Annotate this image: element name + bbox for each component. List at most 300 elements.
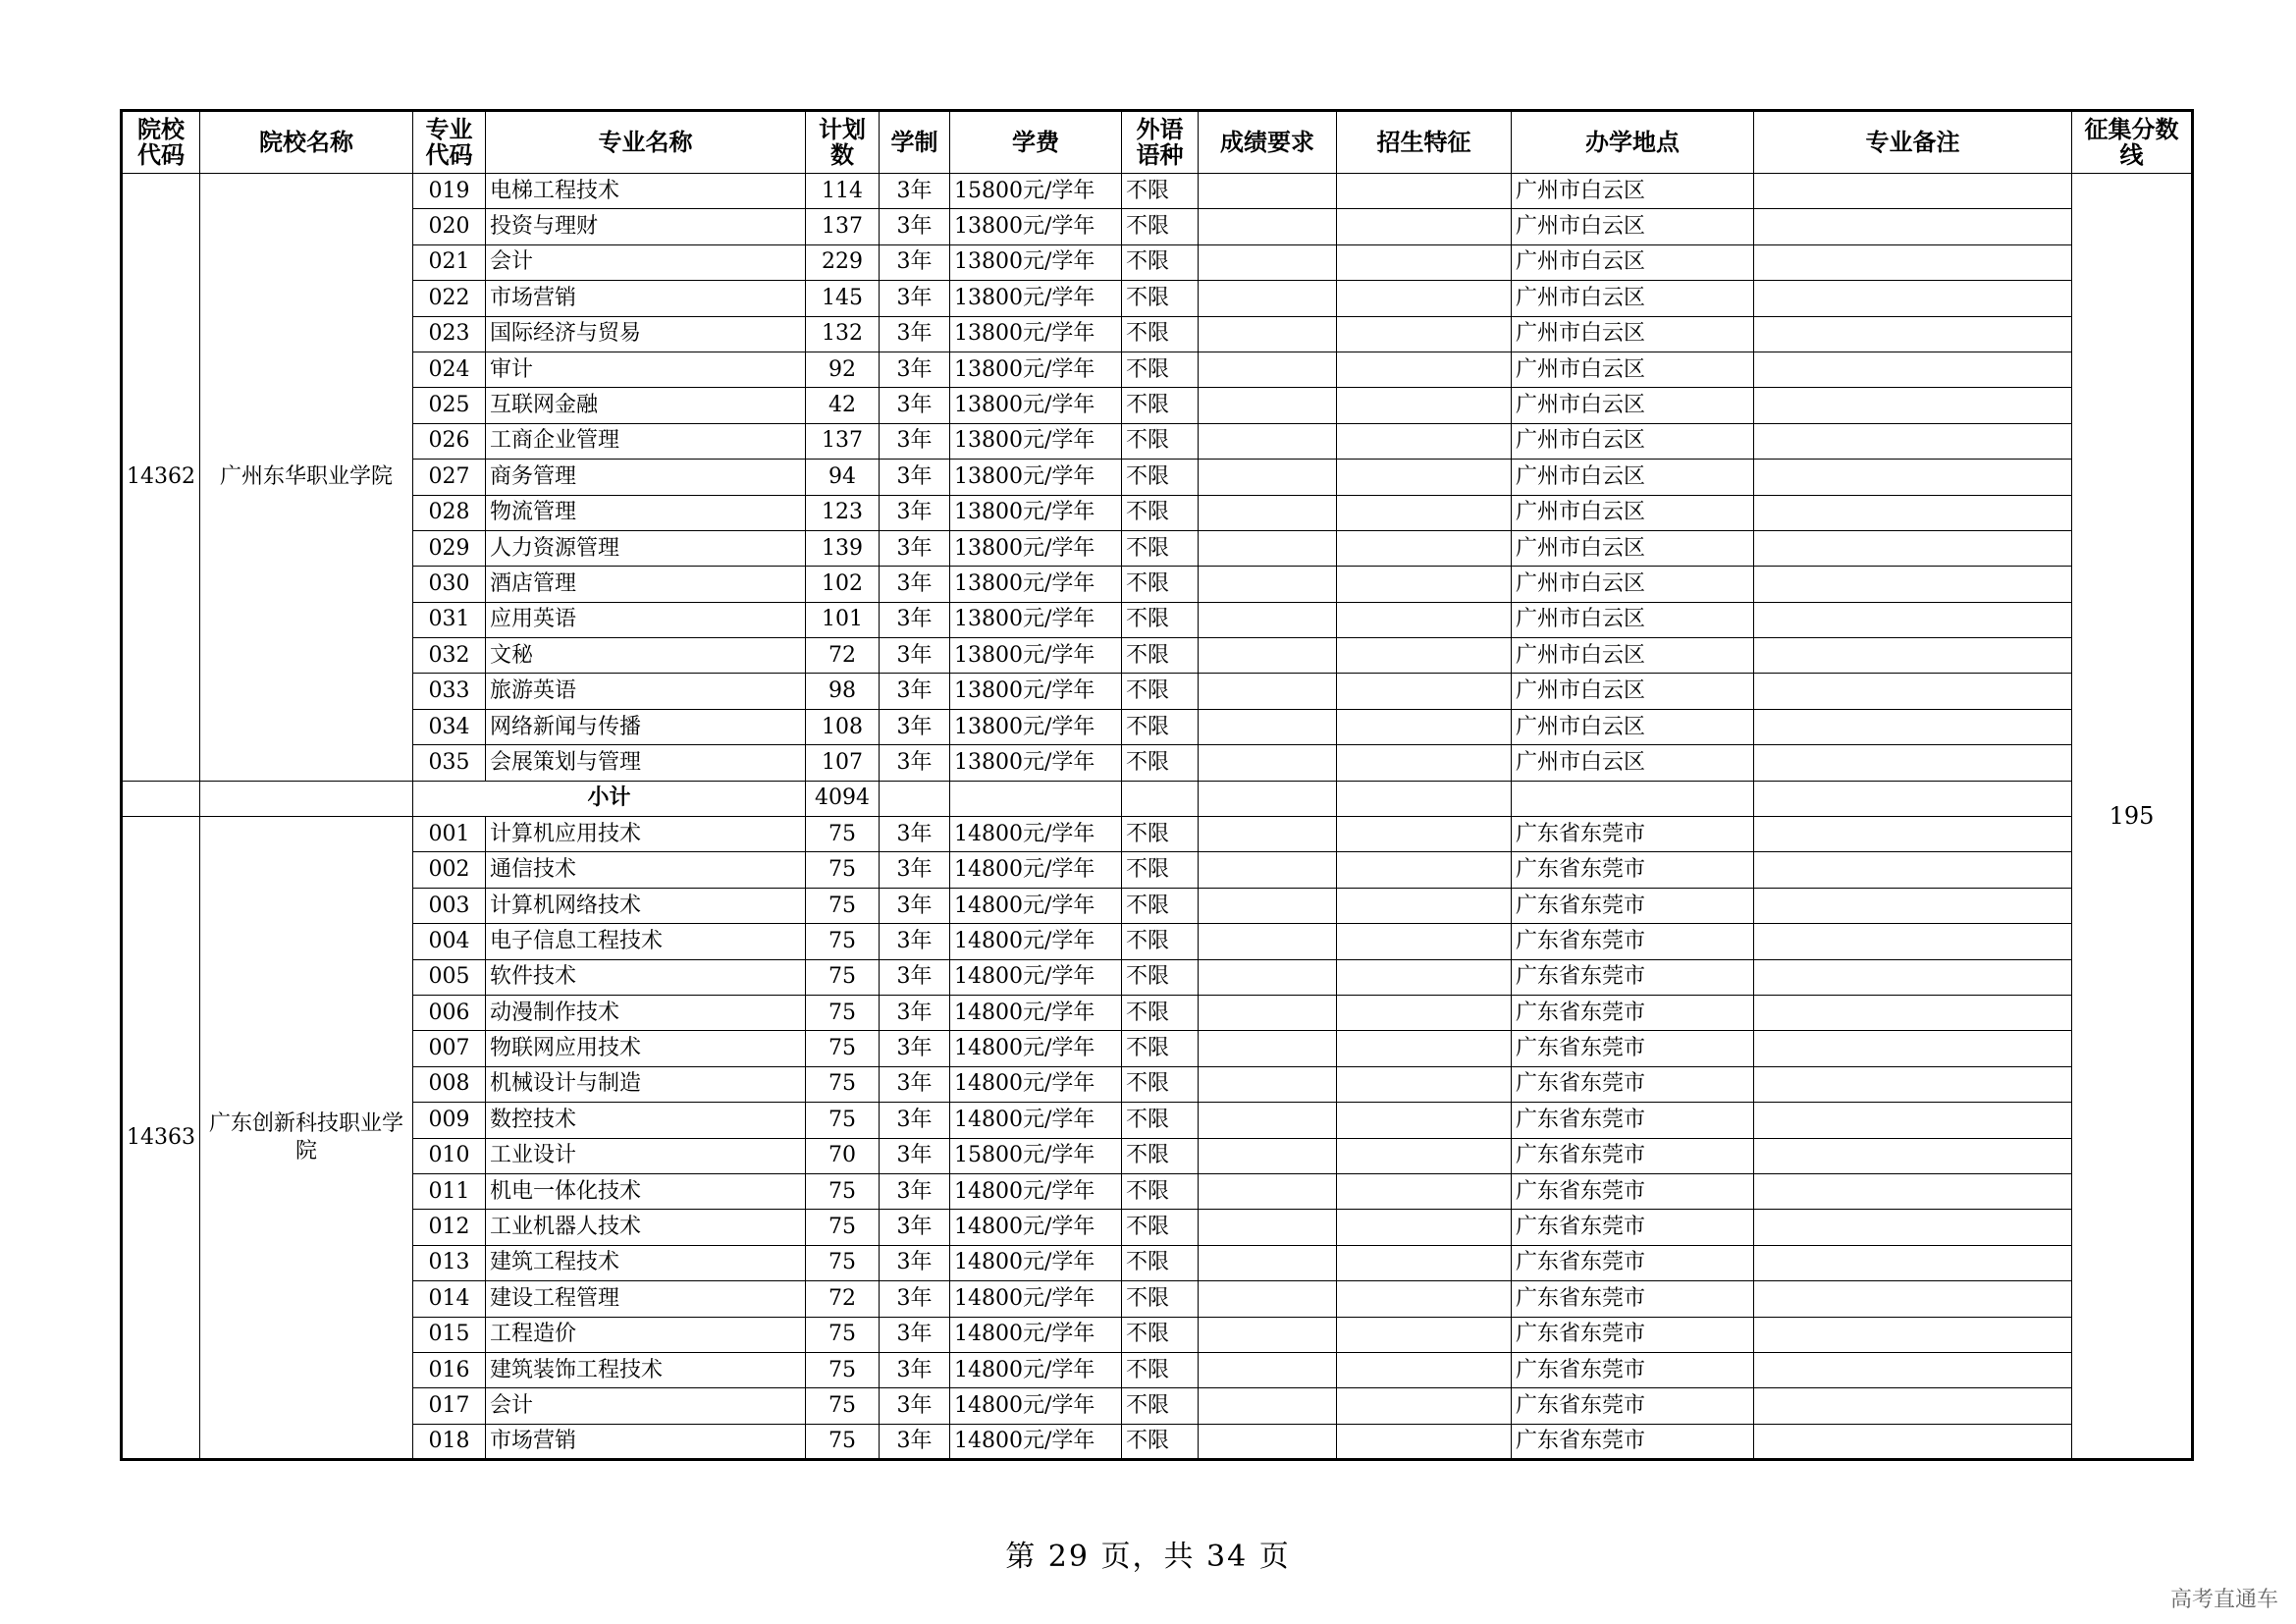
table-row bbox=[122, 1352, 2193, 1387]
language: 不限 bbox=[1122, 709, 1199, 744]
location: 广州市白云区 bbox=[1512, 209, 1754, 244]
language: 不限 bbox=[1122, 281, 1199, 316]
duration: 3年 bbox=[880, 423, 950, 459]
location: 广州市白云区 bbox=[1512, 567, 1754, 602]
table-row bbox=[122, 995, 2193, 1030]
location: 广东省东莞市 bbox=[1512, 1245, 1754, 1280]
major-name: 网络新闻与传播 bbox=[486, 709, 806, 744]
tuition: 14800元/学年 bbox=[950, 995, 1122, 1030]
major-name: 数控技术 bbox=[486, 1103, 806, 1138]
table-row bbox=[122, 209, 2193, 244]
plan-count: 75 bbox=[806, 1388, 880, 1424]
remarks bbox=[1754, 460, 2072, 495]
major-code: 034 bbox=[413, 709, 486, 744]
language: 不限 bbox=[1122, 423, 1199, 459]
tuition: 13800元/学年 bbox=[950, 423, 1122, 459]
major-code: 028 bbox=[413, 495, 486, 530]
table-row bbox=[122, 352, 2193, 387]
major-name: 电子信息工程技术 bbox=[486, 924, 806, 959]
features bbox=[1337, 1281, 1512, 1317]
plan-count: 75 bbox=[806, 1103, 880, 1138]
major-name: 会计 bbox=[486, 244, 806, 280]
remarks bbox=[1754, 1210, 2072, 1245]
language: 不限 bbox=[1122, 888, 1199, 923]
plan-count: 132 bbox=[806, 316, 880, 352]
score-requirement bbox=[1199, 1245, 1337, 1280]
table-row bbox=[122, 1173, 2193, 1209]
header-location: 办学地点 bbox=[1512, 111, 1754, 174]
major-code: 010 bbox=[413, 1138, 486, 1173]
major-code: 015 bbox=[413, 1317, 486, 1352]
table-row bbox=[122, 745, 2193, 781]
language: 不限 bbox=[1122, 638, 1199, 674]
tuition: 13800元/学年 bbox=[950, 745, 1122, 781]
remarks bbox=[1754, 423, 2072, 459]
tuition: 14800元/学年 bbox=[950, 924, 1122, 959]
tuition: 14800元/学年 bbox=[950, 959, 1122, 995]
major-name: 互联网金融 bbox=[486, 388, 806, 423]
major-name: 投资与理财 bbox=[486, 209, 806, 244]
plan-count: 108 bbox=[806, 709, 880, 744]
tuition: 14800元/学年 bbox=[950, 1245, 1122, 1280]
features bbox=[1337, 888, 1512, 923]
tuition: 13800元/学年 bbox=[950, 709, 1122, 744]
remarks bbox=[1754, 1424, 2072, 1459]
table-row bbox=[122, 316, 2193, 352]
tuition: 13800元/学年 bbox=[950, 602, 1122, 637]
location: 广州市白云区 bbox=[1512, 745, 1754, 781]
features bbox=[1337, 745, 1512, 781]
score-requirement bbox=[1199, 281, 1337, 316]
language: 不限 bbox=[1122, 316, 1199, 352]
remarks bbox=[1754, 1281, 2072, 1317]
location: 广州市白云区 bbox=[1512, 602, 1754, 637]
location: 广东省东莞市 bbox=[1512, 1352, 1754, 1387]
table-row bbox=[122, 495, 2193, 530]
major-code: 014 bbox=[413, 1281, 486, 1317]
major-code: 018 bbox=[413, 1424, 486, 1459]
major-code: 006 bbox=[413, 995, 486, 1030]
remarks bbox=[1754, 1317, 2072, 1352]
score-requirement bbox=[1199, 888, 1337, 923]
table-row bbox=[122, 959, 2193, 995]
remarks bbox=[1754, 316, 2072, 352]
features bbox=[1337, 423, 1512, 459]
tuition: 13800元/学年 bbox=[950, 567, 1122, 602]
duration: 3年 bbox=[880, 1424, 950, 1459]
language: 不限 bbox=[1122, 244, 1199, 280]
score-requirement bbox=[1199, 1388, 1337, 1424]
location: 广东省东莞市 bbox=[1512, 817, 1754, 852]
plan-count: 75 bbox=[806, 1424, 880, 1459]
score-requirement bbox=[1199, 1066, 1337, 1102]
major-code: 030 bbox=[413, 567, 486, 602]
header-school-name: 院校名称 bbox=[200, 111, 413, 174]
major-code: 021 bbox=[413, 244, 486, 280]
major-name: 工程造价 bbox=[486, 1317, 806, 1352]
language: 不限 bbox=[1122, 1173, 1199, 1209]
language: 不限 bbox=[1122, 674, 1199, 709]
features bbox=[1337, 852, 1512, 888]
score-requirement bbox=[1199, 316, 1337, 352]
location: 广东省东莞市 bbox=[1512, 1066, 1754, 1102]
location: 广东省东莞市 bbox=[1512, 1388, 1754, 1424]
table-row bbox=[122, 1066, 2193, 1102]
language: 不限 bbox=[1122, 495, 1199, 530]
score-requirement bbox=[1199, 1138, 1337, 1173]
remarks bbox=[1754, 209, 2072, 244]
score-requirement bbox=[1199, 174, 1337, 209]
subtotal-blank bbox=[880, 781, 950, 816]
subtotal-value: 4094 bbox=[806, 781, 880, 816]
major-name: 工商企业管理 bbox=[486, 423, 806, 459]
plan-count: 75 bbox=[806, 1317, 880, 1352]
location: 广东省东莞市 bbox=[1512, 1281, 1754, 1317]
remarks bbox=[1754, 530, 2072, 566]
remarks bbox=[1754, 1031, 2072, 1066]
features bbox=[1337, 1031, 1512, 1066]
cutoff-score: 195 bbox=[2072, 174, 2193, 1460]
features bbox=[1337, 495, 1512, 530]
major-code: 024 bbox=[413, 352, 486, 387]
table-row bbox=[122, 674, 2193, 709]
table-row bbox=[122, 174, 2193, 209]
score-requirement bbox=[1199, 709, 1337, 744]
major-code: 025 bbox=[413, 388, 486, 423]
score-requirement bbox=[1199, 1424, 1337, 1459]
duration: 3年 bbox=[880, 638, 950, 674]
plan-count: 75 bbox=[806, 817, 880, 852]
tuition: 13800元/学年 bbox=[950, 388, 1122, 423]
major-name: 商务管理 bbox=[486, 460, 806, 495]
major-name: 建设工程管理 bbox=[486, 1281, 806, 1317]
language: 不限 bbox=[1122, 1424, 1199, 1459]
major-code: 019 bbox=[413, 174, 486, 209]
remarks bbox=[1754, 1138, 2072, 1173]
tuition: 14800元/学年 bbox=[950, 1210, 1122, 1245]
language: 不限 bbox=[1122, 1210, 1199, 1245]
table-row bbox=[122, 1424, 2193, 1459]
plan-count: 70 bbox=[806, 1138, 880, 1173]
plan-count: 102 bbox=[806, 567, 880, 602]
features bbox=[1337, 709, 1512, 744]
location: 广州市白云区 bbox=[1512, 352, 1754, 387]
header-plan: 计划数 bbox=[806, 111, 880, 174]
tuition: 13800元/学年 bbox=[950, 281, 1122, 316]
duration: 3年 bbox=[880, 1031, 950, 1066]
features bbox=[1337, 924, 1512, 959]
subtotal-blank bbox=[122, 781, 200, 816]
features bbox=[1337, 316, 1512, 352]
major-name: 工业机器人技术 bbox=[486, 1210, 806, 1245]
score-requirement bbox=[1199, 1031, 1337, 1066]
major-name: 建筑装饰工程技术 bbox=[486, 1352, 806, 1387]
language: 不限 bbox=[1122, 460, 1199, 495]
location: 广州市白云区 bbox=[1512, 638, 1754, 674]
major-name: 应用英语 bbox=[486, 602, 806, 637]
tuition: 14800元/学年 bbox=[950, 1352, 1122, 1387]
major-name: 物流管理 bbox=[486, 495, 806, 530]
tuition: 14800元/学年 bbox=[950, 1031, 1122, 1066]
duration: 3年 bbox=[880, 281, 950, 316]
table-row bbox=[122, 638, 2193, 674]
location: 广东省东莞市 bbox=[1512, 1173, 1754, 1209]
remarks bbox=[1754, 388, 2072, 423]
major-name: 物联网应用技术 bbox=[486, 1031, 806, 1066]
header-major-code: 专业代码 bbox=[413, 111, 486, 174]
score-requirement bbox=[1199, 495, 1337, 530]
score-requirement bbox=[1199, 924, 1337, 959]
duration: 3年 bbox=[880, 1281, 950, 1317]
location: 广州市白云区 bbox=[1512, 423, 1754, 459]
location: 广州市白云区 bbox=[1512, 530, 1754, 566]
major-name: 酒店管理 bbox=[486, 567, 806, 602]
location: 广东省东莞市 bbox=[1512, 995, 1754, 1030]
features bbox=[1337, 817, 1512, 852]
major-code: 011 bbox=[413, 1173, 486, 1209]
major-name: 通信技术 bbox=[486, 852, 806, 888]
major-name: 建筑工程技术 bbox=[486, 1245, 806, 1280]
duration: 3年 bbox=[880, 602, 950, 637]
location: 广东省东莞市 bbox=[1512, 888, 1754, 923]
features bbox=[1337, 460, 1512, 495]
features bbox=[1337, 638, 1512, 674]
plan-count: 72 bbox=[806, 1281, 880, 1317]
table-row bbox=[122, 1245, 2193, 1280]
major-name: 动漫制作技术 bbox=[486, 995, 806, 1030]
plan-count: 75 bbox=[806, 1210, 880, 1245]
remarks bbox=[1754, 888, 2072, 923]
location: 广州市白云区 bbox=[1512, 388, 1754, 423]
language: 不限 bbox=[1122, 567, 1199, 602]
tuition: 14800元/学年 bbox=[950, 1066, 1122, 1102]
location: 广东省东莞市 bbox=[1512, 1138, 1754, 1173]
score-requirement bbox=[1199, 995, 1337, 1030]
features bbox=[1337, 530, 1512, 566]
features bbox=[1337, 1210, 1512, 1245]
watermark: 高考直通车 bbox=[2169, 1588, 2278, 1612]
remarks bbox=[1754, 959, 2072, 995]
duration: 3年 bbox=[880, 1388, 950, 1424]
remarks bbox=[1754, 1066, 2072, 1102]
table-row bbox=[122, 244, 2193, 280]
score-requirement bbox=[1199, 852, 1337, 888]
plan-count: 72 bbox=[806, 638, 880, 674]
tuition: 13800元/学年 bbox=[950, 495, 1122, 530]
plan-count: 229 bbox=[806, 244, 880, 280]
major-name: 计算机网络技术 bbox=[486, 888, 806, 923]
tuition: 14800元/学年 bbox=[950, 888, 1122, 923]
major-code: 022 bbox=[413, 281, 486, 316]
table-row bbox=[122, 1210, 2193, 1245]
major-code: 007 bbox=[413, 1031, 486, 1066]
plan-count: 145 bbox=[806, 281, 880, 316]
plan-count: 75 bbox=[806, 995, 880, 1030]
language: 不限 bbox=[1122, 530, 1199, 566]
remarks bbox=[1754, 817, 2072, 852]
language: 不限 bbox=[1122, 1281, 1199, 1317]
duration: 3年 bbox=[880, 460, 950, 495]
score-requirement bbox=[1199, 1281, 1337, 1317]
language: 不限 bbox=[1122, 352, 1199, 387]
plan-count: 98 bbox=[806, 674, 880, 709]
major-code: 035 bbox=[413, 745, 486, 781]
features bbox=[1337, 388, 1512, 423]
subtotal-blank bbox=[1122, 781, 1199, 816]
features bbox=[1337, 1138, 1512, 1173]
features bbox=[1337, 674, 1512, 709]
plan-count: 75 bbox=[806, 924, 880, 959]
remarks bbox=[1754, 852, 2072, 888]
score-requirement bbox=[1199, 1352, 1337, 1387]
plan-count: 75 bbox=[806, 959, 880, 995]
remarks bbox=[1754, 995, 2072, 1030]
plan-count: 75 bbox=[806, 852, 880, 888]
remarks bbox=[1754, 352, 2072, 387]
duration: 3年 bbox=[880, 1173, 950, 1209]
duration: 3年 bbox=[880, 674, 950, 709]
tuition: 14800元/学年 bbox=[950, 1317, 1122, 1352]
duration: 3年 bbox=[880, 745, 950, 781]
score-requirement bbox=[1199, 959, 1337, 995]
tuition: 14800元/学年 bbox=[950, 1388, 1122, 1424]
score-requirement bbox=[1199, 745, 1337, 781]
score-requirement bbox=[1199, 638, 1337, 674]
duration: 3年 bbox=[880, 1317, 950, 1352]
tuition: 14800元/学年 bbox=[950, 817, 1122, 852]
major-name: 会展策划与管理 bbox=[486, 745, 806, 781]
language: 不限 bbox=[1122, 1352, 1199, 1387]
features bbox=[1337, 352, 1512, 387]
table-row bbox=[122, 1388, 2193, 1424]
table-row bbox=[122, 388, 2193, 423]
major-code: 029 bbox=[413, 530, 486, 566]
score-requirement bbox=[1199, 209, 1337, 244]
subtotal-blank bbox=[1512, 781, 1754, 816]
features bbox=[1337, 1245, 1512, 1280]
features bbox=[1337, 959, 1512, 995]
header-tuition: 学费 bbox=[950, 111, 1122, 174]
plan-count: 75 bbox=[806, 1031, 880, 1066]
plan-count: 75 bbox=[806, 888, 880, 923]
score-requirement bbox=[1199, 423, 1337, 459]
duration: 3年 bbox=[880, 1245, 950, 1280]
remarks bbox=[1754, 1352, 2072, 1387]
location: 广东省东莞市 bbox=[1512, 1424, 1754, 1459]
subtotal-blank bbox=[950, 781, 1122, 816]
remarks bbox=[1754, 602, 2072, 637]
plan-count: 107 bbox=[806, 745, 880, 781]
major-code: 004 bbox=[413, 924, 486, 959]
major-name: 国际经济与贸易 bbox=[486, 316, 806, 352]
major-code: 033 bbox=[413, 674, 486, 709]
location: 广州市白云区 bbox=[1512, 281, 1754, 316]
remarks bbox=[1754, 674, 2072, 709]
plan-count: 75 bbox=[806, 1245, 880, 1280]
table-row bbox=[122, 460, 2193, 495]
language: 不限 bbox=[1122, 209, 1199, 244]
score-requirement bbox=[1199, 1103, 1337, 1138]
remarks bbox=[1754, 495, 2072, 530]
score-requirement bbox=[1199, 1210, 1337, 1245]
header-school-code: 院校代码 bbox=[122, 111, 200, 174]
language: 不限 bbox=[1122, 1031, 1199, 1066]
plan-count: 123 bbox=[806, 495, 880, 530]
tuition: 13800元/学年 bbox=[950, 352, 1122, 387]
remarks bbox=[1754, 244, 2072, 280]
score-requirement bbox=[1199, 674, 1337, 709]
tuition: 14800元/学年 bbox=[950, 1173, 1122, 1209]
table-row bbox=[122, 817, 2193, 852]
school-name: 广东创新科技职业学院 bbox=[200, 817, 413, 1460]
major-name: 工业设计 bbox=[486, 1138, 806, 1173]
remarks bbox=[1754, 174, 2072, 209]
tuition: 13800元/学年 bbox=[950, 638, 1122, 674]
major-code: 016 bbox=[413, 1352, 486, 1387]
language: 不限 bbox=[1122, 745, 1199, 781]
major-code: 027 bbox=[413, 460, 486, 495]
tuition: 15800元/学年 bbox=[950, 174, 1122, 209]
language: 不限 bbox=[1122, 388, 1199, 423]
location: 广州市白云区 bbox=[1512, 316, 1754, 352]
score-requirement bbox=[1199, 1317, 1337, 1352]
table-row bbox=[122, 1317, 2193, 1352]
duration: 3年 bbox=[880, 1103, 950, 1138]
location: 广东省东莞市 bbox=[1512, 1103, 1754, 1138]
score-requirement bbox=[1199, 1173, 1337, 1209]
plan-count: 114 bbox=[806, 174, 880, 209]
plan-count: 139 bbox=[806, 530, 880, 566]
major-code: 020 bbox=[413, 209, 486, 244]
header-features: 招生特征 bbox=[1337, 111, 1512, 174]
duration: 3年 bbox=[880, 244, 950, 280]
location: 广州市白云区 bbox=[1512, 495, 1754, 530]
duration: 3年 bbox=[880, 888, 950, 923]
table-row bbox=[122, 602, 2193, 637]
language: 不限 bbox=[1122, 174, 1199, 209]
location: 广州市白云区 bbox=[1512, 244, 1754, 280]
major-name: 计算机应用技术 bbox=[486, 817, 806, 852]
remarks bbox=[1754, 1245, 2072, 1280]
major-code: 003 bbox=[413, 888, 486, 923]
location: 广州市白云区 bbox=[1512, 674, 1754, 709]
remarks bbox=[1754, 638, 2072, 674]
tuition: 13800元/学年 bbox=[950, 209, 1122, 244]
major-code: 001 bbox=[413, 817, 486, 852]
major-code: 002 bbox=[413, 852, 486, 888]
header-language: 外语语种 bbox=[1122, 111, 1199, 174]
major-name: 市场营销 bbox=[486, 281, 806, 316]
features bbox=[1337, 1173, 1512, 1209]
table-row bbox=[122, 1281, 2193, 1317]
major-name: 机械设计与制造 bbox=[486, 1066, 806, 1102]
remarks bbox=[1754, 1173, 2072, 1209]
language: 不限 bbox=[1122, 924, 1199, 959]
location: 广州市白云区 bbox=[1512, 709, 1754, 744]
major-name: 会计 bbox=[486, 1388, 806, 1424]
tuition: 13800元/学年 bbox=[950, 674, 1122, 709]
tuition: 14800元/学年 bbox=[950, 1103, 1122, 1138]
location: 广州市白云区 bbox=[1512, 174, 1754, 209]
location: 广东省东莞市 bbox=[1512, 1031, 1754, 1066]
duration: 3年 bbox=[880, 352, 950, 387]
tuition: 15800元/学年 bbox=[950, 1138, 1122, 1173]
header-duration: 学制 bbox=[880, 111, 950, 174]
duration: 3年 bbox=[880, 495, 950, 530]
features bbox=[1337, 602, 1512, 637]
major-code: 031 bbox=[413, 602, 486, 637]
table-row bbox=[122, 852, 2193, 888]
